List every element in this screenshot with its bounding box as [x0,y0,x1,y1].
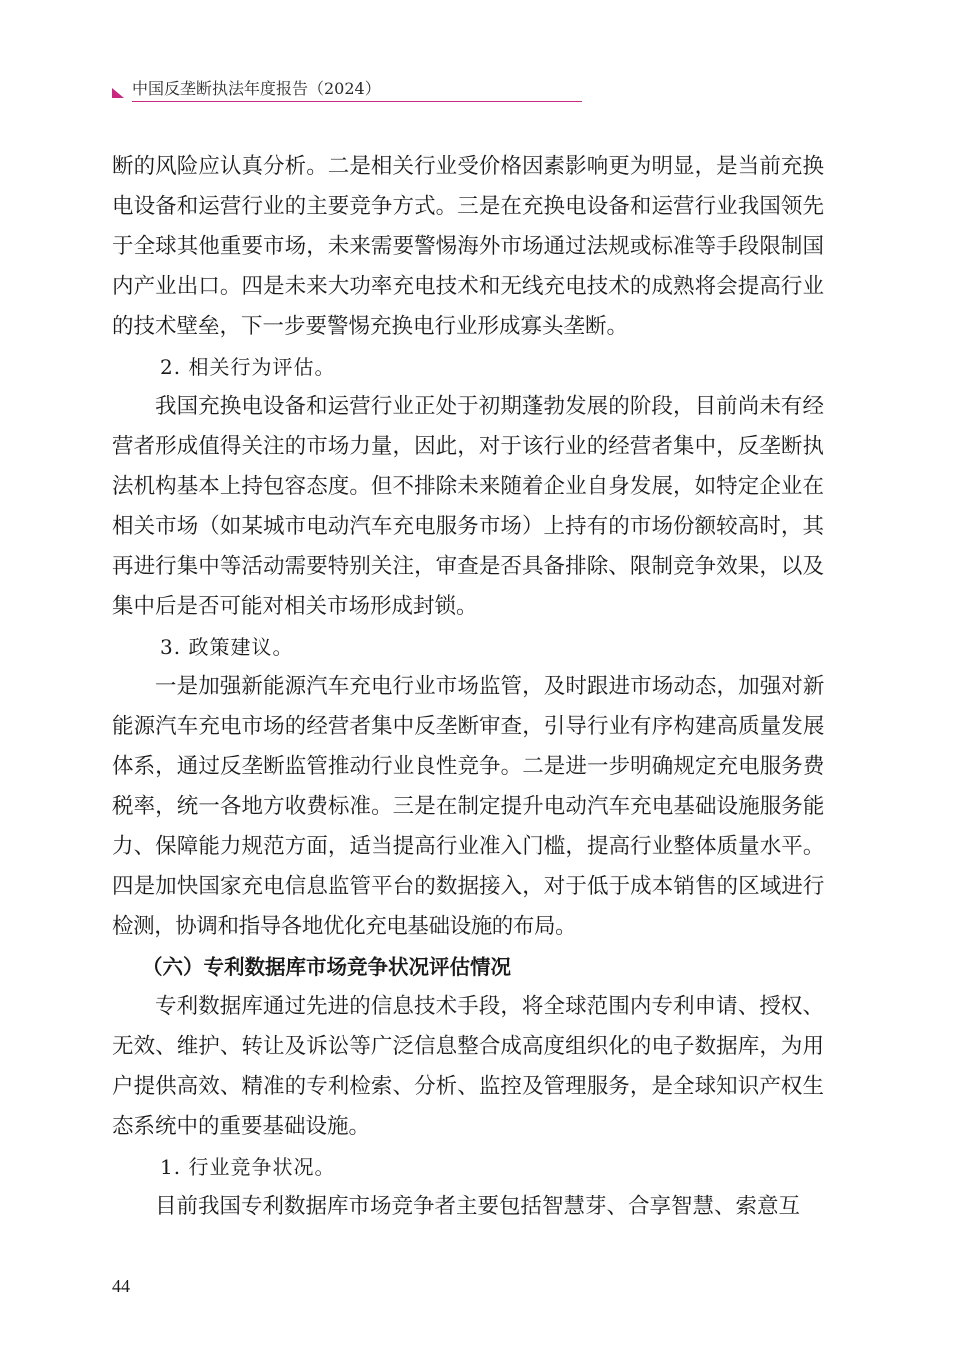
subheading-policy-recommendations: 3. 政策建议。 [160,635,294,659]
running-header [112,74,582,104]
paragraph-continued: 断的风险应认真分析。二是相关行业受价格因素影响更为明显，是当前充换电设备和运营行业的主要竞争方式。三是在充换电设备和运营行业我国领先于全球其他重要市场，未来需要警惕海外市场通过法规或标准等手段限制国内产业出口。四是未来大功率充电技术和无线充电技术的成熟将会提高行业的技术壁垒，下一步要警惕充换电行业形成寡头垄断。 [112,154,824,339]
paragraph-policy-recommendations: 一是加强新能源汽车充电行业市场监管，及时跟进市场动态，加强对新能源汽车充电市场的经营者集中反垄断审查，引导行业有序构建高质量发展体系，通过反垄断监管推动行业良性竞争。二是进一步明确规定充电服务费税率，统一各地方收费标准。三是在制定提升电动汽车充电基础设施服务能力、保障能力规范方面，适当提高行业准入门槛，提高行业整体质量水平。四是加快国家充电信息监管平台的数据接入，对于低于成本销售的区域进行检测，协调和指导各地优化充电基础设施的布局。 [112,674,824,939]
header-triangle-icon [112,88,124,98]
paragraph-conduct-assessment: 我国充换电设备和运营行业正处于初期蓬勃发展的阶段，目前尚未有经营者形成值得关注的市场力量，因此，对于该行业的经营者集中，反垄断执法机构基本上持包容态度。但不排除未来随着企业自身发展，如特定企业在相关市场（如某城市电动汽车充电服务市场）上持有的市场份额较高时，其再进行集中等活动需要特别关注，审查是否具备排除、限制竞争效果，以及集中后是否可能对相关市场形成封锁。 [112,394,824,619]
header-title: 中国反垄断执法年度报告（2024） [132,79,381,98]
section-heading-patent-database: （六）专利数据库市场竞争状况评估情况 [142,955,511,979]
page-number: 44 [112,1276,130,1296]
paragraph-industry-competition: 目前我国专利数据库市场竞争者主要包括智慧芽、合享智慧、索意互 [155,1194,801,1219]
page-body [112,147,824,1227]
subheading-related-conduct: 2. 相关行为评估。 [160,355,336,379]
paragraph-patent-database-intro: 专利数据库通过先进的信息技术手段，将全球范围内专利申请、授权、无效、维护、转让及诉讼等广泛信息整合成高度组织化的电子数据库，为用户提供高效、精准的专利检索、分析、监控及管理服务，是全球知识产权生态系统中的重要基础设施。 [112,994,824,1139]
subheading-industry-competition: 1. 行业竞争状况。 [160,1155,336,1179]
header-rule [132,101,582,102]
